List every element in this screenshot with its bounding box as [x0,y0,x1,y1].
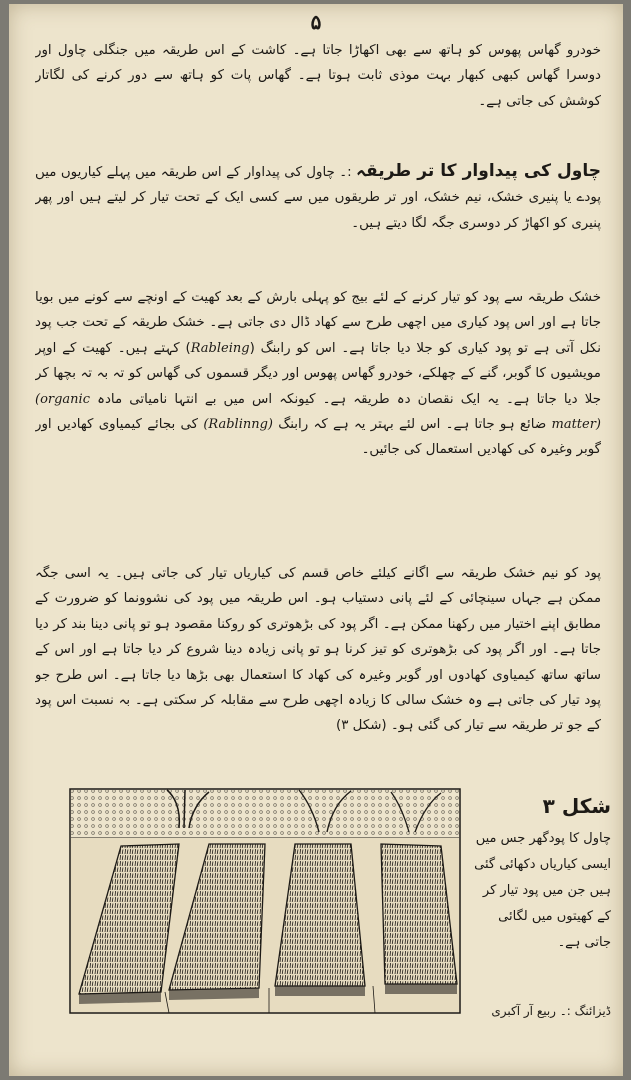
nursery-beds-illustration [69,788,461,1014]
paragraph-semi-dry-method-text: پود کو نیم خشک طریقہ سے اگانے کیلئے خاص قسم کی کیاریاں تیار کی جاتی ہیں۔ یہ اسی جگہ ممکن ہے جہاں سینچائی کے لئے پانی دستیاب ہو۔ اس طریقہ میں پود کی نشوونما کو ضرورت کے مطابق اپنے اختیار میں رکھنا ممکن ہے۔ اگر پود کی بڑھوتری کو روکنا مقصود ہو تو پانی دینا بند کر دیا جاتا ہے۔ اور اگر پود کی بڑھوتری کو تیز کرنا ہو تو پانی زیادہ دینا شروع کر دیا جاتا ہے اور اس کے ساتھ ساتھ کیمیاوی کھادوں اور گوبر وغیرہ کی کھاد کا استعمال بھی بڑھا دیا جاتا ہے۔ اس طرح جو پود تیار کی جاتی ہے وہ خشک سالی کا زیادہ اچھی طرح سے مقابلہ کر سکتی ہے۔ بہ نسبت اس پود کے جو تر طریقہ سے تیار کی گئی ہو۔ (شکل ۳) [35,566,601,734]
paragraph-dry-method-text-c: ضائع ہو جاتا ہے۔ اس لئے بہتر یہ ہے کہ رابنگ [278,417,547,433]
page-number: ۵ [310,10,322,34]
figure-caption: چاول کا پودگھر جس میں ایسی کیاریاں دکھائی گئی ہیں جن میں پود تیار کر کے کھیتوں میں لگائی جاتی ہے۔ [474,831,611,950]
paragraph-dry-method-text-d: کی بجائے کیمیاوی کھادیں اور گوبر وغیرہ کی کھادیں استعمال کی جائیں۔ [35,417,601,458]
book-page [9,4,623,1076]
paragraph-weeding [35,38,601,155]
term-organic-matter: (organic matter) [35,391,601,433]
nursery-beds-drawing [69,788,461,1014]
figure-label: شکل ۳ [542,794,611,818]
paragraph-dry-method-text-b: کہتے ہیں۔ کھیت کے اوپر مویشیوں کا گوبر، گنے کے چھلکے، خودرو گھاس پھوس اور دیگر قسموں کی گھاس کو تہ بہ تہ بچھا کر جلا دیا جاتا ہے۔ یہ ایک نقصان دہ طریقہ ہے۔ کیونکہ اس میں بے انتہا نامیاتی مادہ [35,340,601,407]
term-rablinng: (Rablinng) [203,417,273,433]
paragraph-dry-method-text-a: خشک طریقہ سے پود کو تیار کرنے کے لئے بیج کو پہلی بارش کے بعد کھیت کے اونچے سے کونے میں بویا جاتا ہے اور اس پود کیاری میں اچھی طرح سے کھاد ڈال دی جاتی ہے۔ خشک طریقہ کے تحت جب پود نکل آتی ہے تو پود کیاری کو جلا دیا جاتا ہے۔ اس کو رابنگ [35,290,601,356]
paragraph-weeding-text: خودرو گھاس پھوس کو ہاتھ سے بھی اکھاڑا جاتا ہے۔ کاشت کے اس طریقہ میں جنگلی چاول اور دوسرا گھاس کبھی کبھار بہت موذی ثابت ہوتا ہے۔ گھاس پات کو ہاتھ سے دور کرنے کی لگاتار کوشش کی جاتی ہے۔ [35,43,601,109]
section-heading-wet-method: چاول کی پیداوار کا تر طریقہ [356,161,601,181]
illustration-credit: ڈیزائنگ :۔ ربیع آر آکبری [491,1004,611,1018]
paragraph-dry-method: خشک طریقہ سے پود کو تیار کرنے کے لئے بیج کو پہلی بارش کے بعد کھیت کے اونچے سے کونے میں بویا جاتا ہے اور اس پود کیاری میں اچھی طرح سے کھاد ڈال دی جاتی ہے۔ خشک طریقہ کے تحت جب پود نکل آتی ہے تو پود کیاری کو جلا دیا جاتا ہے۔ اس کو رابنگ (Rableing) کہتے ہیں۔ کھیت کے اوپر مویشیوں کا گوبر، گنے کے چھلکے، خودرو گھاس پھوس اور دیگر قسموں کی گھاس کو تہ بہ تہ بچھا کر جلا دیا جاتا ہے۔ یہ ایک نقصان دہ طریقہ ہے۔ کیونکہ اس میں بے انتہا نامیاتی مادہ (organic matter) ضائع ہو جاتا ہے۔ اس لئے بہتر یہ ہے کہ رابنگ (Rablinng) کی بجائے کیمیاوی کھادیں اور گوبر وغیرہ کی کھادیں استعمال کی جائیں۔ [35,290,601,458]
paragraph-wet-method [35,159,601,281]
figure-caption-area [471,794,611,1024]
paragraph-wet-method-text: :۔ چاول کی پیداوار کے اس طریقہ میں پہلے کیاریوں میں پودے یا پنیری خشک، نیم خشک، اور تر طریقوں میں سے کسی ایک کے تحت تیار کر لیتے ہیں اور پھر پنیری کو اکھاڑ کر دوسری جگہ لگا دیتے ہیں۔ [35,165,601,231]
term-rableing: Rableing [190,340,250,356]
paragraph-semi-dry-method [35,561,601,789]
